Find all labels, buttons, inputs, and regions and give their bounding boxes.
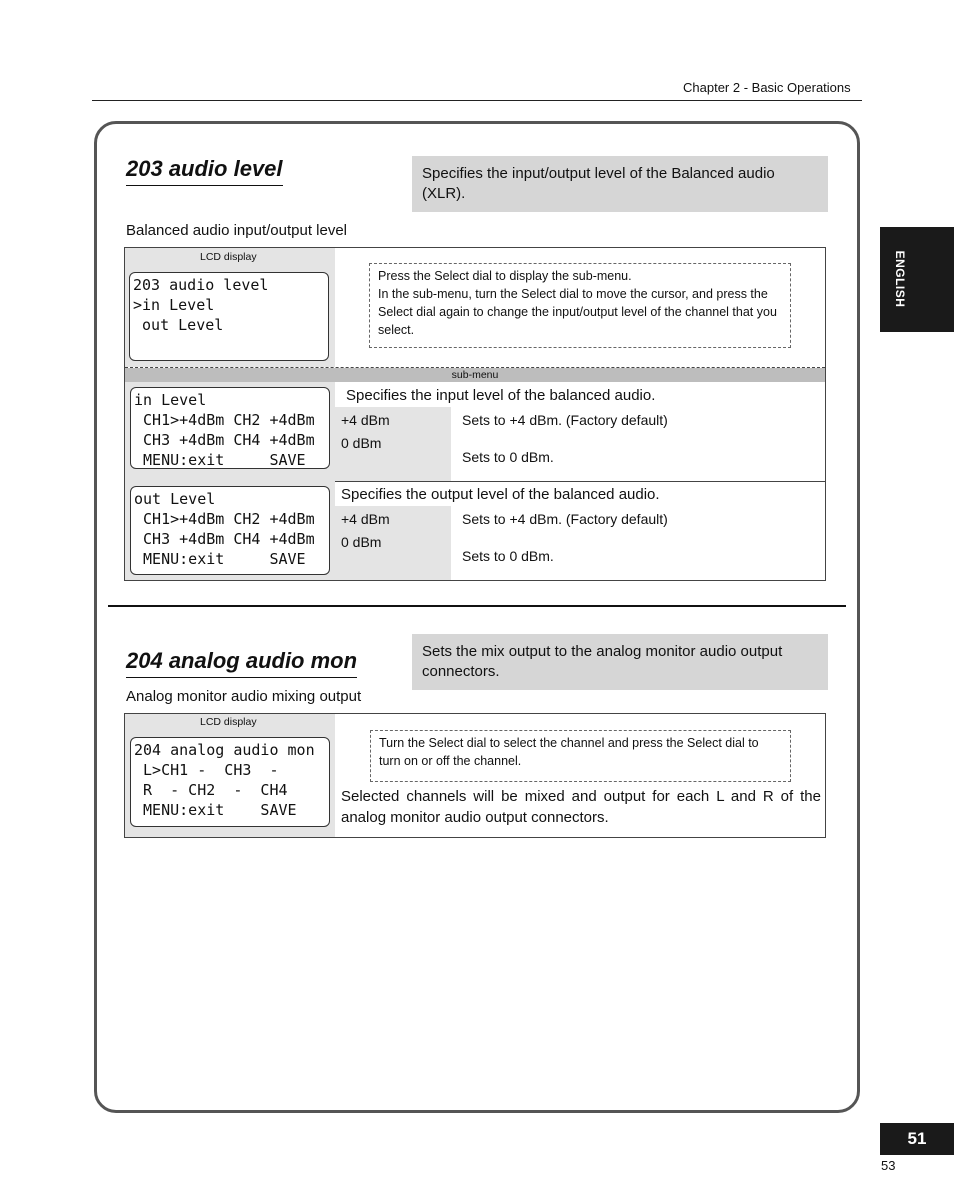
lcd-204-screen: 204 analog audio mon L>CH1 - CH3 - R - CH2 - CH4 MENU:exit SAVE [130,737,330,827]
language-tab [880,227,954,332]
lcd-out-level: out Level CH1>+4dBm CH2 +4dBm CH3 +4dBm CH4 +4dBm MENU:exit SAVE [130,486,330,575]
section-divider [108,605,846,607]
section-204-title: 204 analog audio mon [126,648,357,678]
in-level-option-value: 0 dBm [341,435,382,451]
in-level-heading: Specifies the input level of the balanced audio. [346,387,656,404]
in-level-option-desc: Sets to +4 dBm. (Factory default) [462,412,668,428]
sheet-number: 53 [881,1158,896,1173]
section-204-subheading: Analog monitor audio mixing output [126,688,362,705]
lcd-main-screen: 203 audio level >in Level out Level [129,272,329,361]
lcd-caption: LCD display [200,716,257,728]
language-tab-label: ENGLISH [893,250,907,308]
section-204-description: Sets the mix output to the analog monitor audio output connectors. [412,634,828,690]
out-level-heading: Specifies the output level of the balanced audio. [341,486,660,503]
instruction-note-204: Turn the Select dial to select the channel and press the Select dial to turn on or off the channel. [370,730,791,782]
lcd-in-level: in Level CH1>+4dBm CH2 +4dBm CH3 +4dBm CH4 +4dBm MENU:exit SAVE [130,387,330,469]
out-level-option-desc: Sets to +4 dBm. (Factory default) [462,511,668,527]
out-level-option-desc: Sets to 0 dBm. [462,548,554,564]
section-203-title: 203 audio level [126,156,283,186]
row-divider [335,481,825,482]
instruction-note: Press the Select dial to display the sub-menu. In the sub-menu, turn the Select dial to move the cursor, and press the Select dial again to change the input/output level of the channel that you select. [369,263,791,348]
section-203-subheading: Balanced audio input/output level [126,222,348,239]
section-204-body: Selected channels will be mixed and output for each L and R of the analog monitor audio output connectors. [341,788,821,826]
lcd-caption: LCD display [200,251,257,263]
section-203-description: Specifies the input/output level of the Balanced audio (XLR). [412,156,828,212]
page-number-badge: 51 [880,1123,954,1155]
out-level-option-value: 0 dBm [341,534,382,550]
submenu-bar: sub-menu [125,368,825,382]
in-level-option-value: +4 dBm [341,412,390,428]
header-rule [92,100,862,101]
in-level-option-desc: Sets to 0 dBm. [462,449,554,465]
chapter-header: Chapter 2 - Basic Operations [683,80,851,95]
out-level-option-value: +4 dBm [341,511,390,527]
